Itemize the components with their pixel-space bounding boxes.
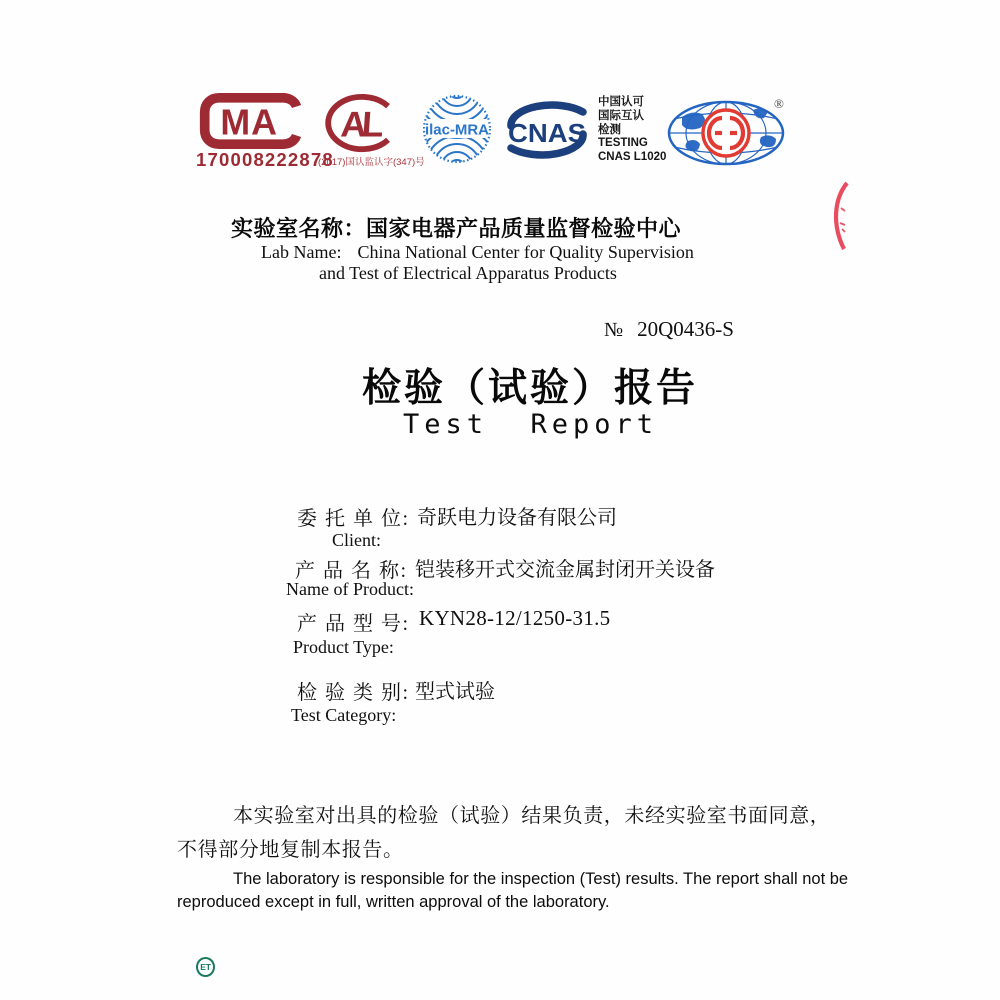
cnas-logo-icon — [504, 98, 590, 162]
lab-name-cn: 实验室名称：国家电器产品质量监督检验中心 — [231, 216, 682, 241]
field-value-product-name: 铠装移开式交流金属封闭开关设备 — [415, 559, 715, 581]
al-caption: (2017)国认监认字(347)号 — [318, 157, 425, 168]
field-label-client-en: Client: — [332, 530, 381, 550]
al-logo-icon — [322, 93, 406, 155]
field-label-client-cn: 委 托 单 位: — [297, 508, 410, 530]
cnas-label: CNAS — [508, 118, 586, 148]
accreditation-text — [598, 96, 670, 165]
field-label-product-type-cn: 产 品 型 号: — [297, 613, 410, 635]
registered-mark-icon: ® — [774, 96, 784, 111]
lab-name-en-label: Lab Name: — [261, 242, 342, 262]
report-number-value: 20Q0436-S — [637, 317, 734, 341]
field-label-product-name-en: Name of Product: — [286, 579, 414, 599]
numero-sign: № — [604, 319, 624, 341]
accreditation-line: CNAS L1020 — [598, 151, 667, 164]
cma-letters: MA — [220, 102, 278, 143]
accreditation-line: 中国认可 — [598, 96, 644, 108]
cma-number: 170008222878 — [196, 149, 334, 170]
globe-logo-icon — [666, 93, 790, 167]
statement-en: The laboratory is responsible for the inspection (Test) results. The report shall not be reproduced except in full, written approval of the laboratory. — [177, 870, 849, 911]
report-title-cn: 检验（试验）报告 — [362, 367, 699, 410]
field-label-product-type-en: Product Type: — [293, 637, 394, 657]
lab-name-en — [261, 242, 694, 263]
lab-name-en-line2: and Test of Electrical Apparatus Products — [319, 263, 617, 283]
ilac-label: ilac-MRA — [425, 122, 490, 139]
field-label-product-name-cn: 产 品 名 称: — [295, 560, 408, 582]
accreditation-line: 国际互认 — [598, 109, 644, 122]
statement-cn-line1: 本实验室对出具的检验（试验）结果负责，未经实验室书面同意， — [233, 805, 831, 827]
field-value-test-category: 型式试验 — [415, 681, 495, 703]
report-number — [604, 317, 734, 342]
ilac-mra-logo-icon — [422, 92, 492, 166]
accreditation-line: 检测 — [598, 123, 621, 136]
field-value-client: 奇跃电力设备有限公司 — [417, 507, 617, 529]
cma-logo-icon — [197, 92, 311, 150]
statement-cn-line2: 不得部分地复制本报告。 — [177, 839, 404, 861]
accreditation-line: TESTING — [598, 137, 648, 150]
report-title-en: Test Report — [403, 409, 659, 440]
et-mark-icon: ET — [196, 957, 215, 977]
field-label-test-category-en: Test Category: — [291, 705, 397, 725]
lab-name-en-line1: China National Center for Quality Supervision — [357, 242, 694, 262]
field-value-product-type: KYN28-12/1250-31.5 — [419, 606, 611, 630]
al-letters: AL — [339, 104, 381, 145]
field-label-test-category-cn: 检 验 类 别: — [297, 682, 410, 704]
red-stamp-fragment-icon — [830, 181, 850, 251]
